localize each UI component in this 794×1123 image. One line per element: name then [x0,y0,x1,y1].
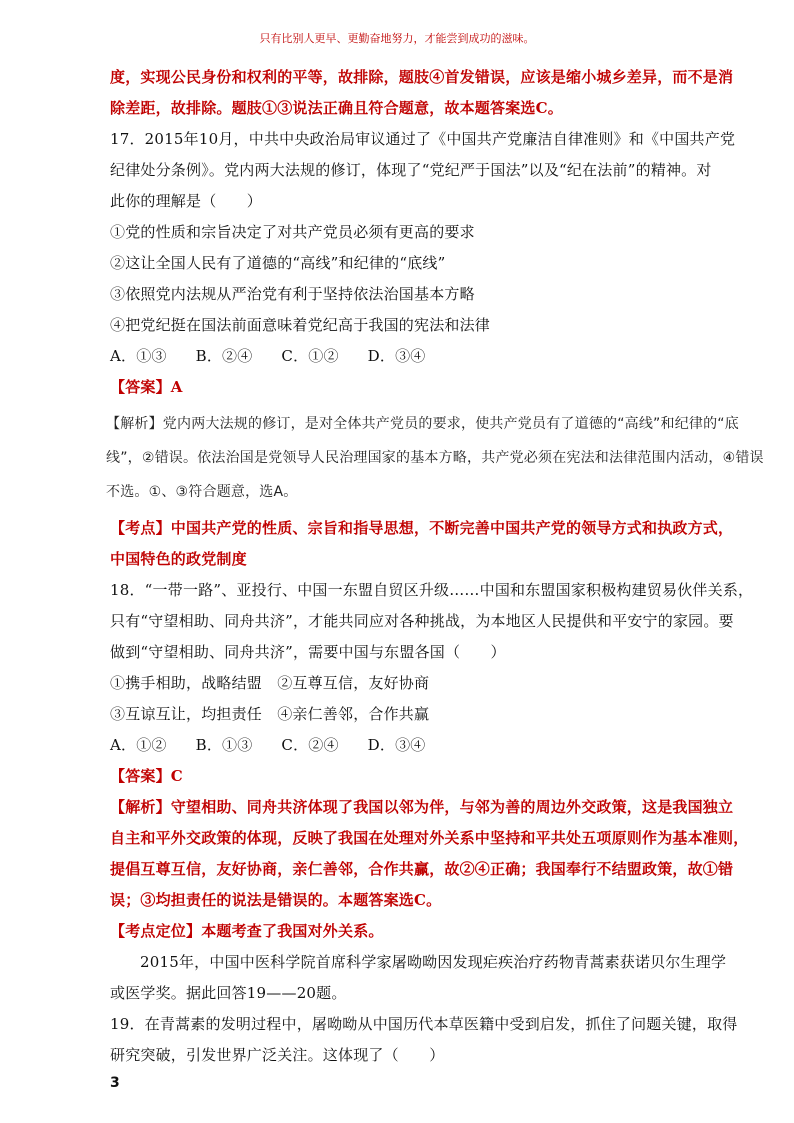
q18-analysis-line-2: 自主和平外交政策的体现，反映了我国在处理对外关系中坚持和平共处五项原则作为基本准则， [110,829,749,847]
q18-kaodian: 【考点定位】本题考查了我国对外关系。 [110,922,384,940]
q18-analysis-line-1: 【解析】守望相助、同舟共济体现了我国以邻为伴，与邻为善的周边外交政策，这是我国独立 [110,798,734,816]
q18-stem-line-3: 做到“守望相助、同舟共济”，需要中国与东盟各国（ ） [110,643,506,661]
q19-stem-line-2: 研究突破，引发世界广泛关注。这体现了（ ） [110,1046,445,1064]
q18-option-a: A．①② [110,736,167,754]
q17-option-c: C．①② [281,347,339,365]
q17-kaodian-line-2: 中国特色的政党制度 [110,550,247,568]
q17-option-b: B．②④ [195,347,253,365]
q17-item-4: ④把党纪挺在国法前面意味着党纪高于我国的宪法和法律 [110,316,491,334]
q17-stem-line-1: 17．2015年10月，中共中央政治局审议通过了《中国共产党廉洁自律准则》和《中国共产党 [110,130,736,148]
q17-options [110,341,710,372]
q18-answer: 【答案】C [110,767,183,785]
q18-option-c: C．②④ [281,736,339,754]
q18-stem-line-2: 只有“守望相助、同舟共济”，才能共同应对各种挑战，为本地区人民提供和平安宁的家园。要 [110,612,734,630]
q18-option-d: D．③④ [367,736,426,754]
q16-analysis-tail-line-2: 除差距，故排除。题肢①③说法正确且符合题意，故本题答案选C。 [110,99,563,117]
q17-stem-line-2: 纪律处分条例》。党内两大法规的修订，体现了“党纪严于国法”以及“纪在法前”的精神。对 [110,161,712,179]
q17-option-a: A．①③ [110,347,167,365]
q18-items-line-2: ③互谅互让，均担责任 ④亲仁善邻，合作共赢 [110,705,430,723]
intro-19-20-line-1: 2015年，中国中医科学院首席科学家屠呦呦因发现疟疾治疗药物青蒿素获诺贝尔生理学 [140,953,727,971]
q18-analysis-line-3: 提倡互尊互信，友好协商，亲仁善邻，合作共赢，故②④正确；我国奉行不结盟政策，故①错 [110,860,734,878]
q18-option-b: B．①③ [195,736,253,754]
page-header-motto: 只有比别人更早、更勤奋地努力，才能尝到成功的滋味。 [259,32,535,45]
q17-option-d: D．③④ [367,347,426,365]
page-number: 3 [110,1075,120,1091]
q17-answer: 【答案】A [110,378,183,396]
q17-analysis-line-1: 【解析】党内两大法规的修订，是对全体共产党员的要求，使共产党员有了道德的“高线”和纪律的“底 [106,416,739,432]
q17-stem-line-3: 此你的理解是（ ） [110,192,263,210]
q17-kaodian-line-1: 【考点】中国共产党的性质、宗旨和指导思想，不断完善中国共产党的领导方式和执政方式， [110,519,734,537]
intro-19-20-line-2: 或医学奖。据此回答19——20题。 [110,984,347,1002]
q17-item-1: ①党的性质和宗旨决定了对共产党员必须有更高的要求 [110,223,475,241]
q17-analysis-box [106,407,764,509]
q17-analysis-line-2: 线”，②错误。依法治国是党领导人民治理国家的基本方略，共产党必须在宪法和法律范围内活动，④错误 [106,450,764,466]
q16-analysis-tail-line-1: 度，实现公民身份和权利的平等，故排除，题肢④首发错误，应该是缩小城乡差异，而不是消 [110,68,734,86]
q17-analysis-line-3: 不选。①、③符合题意，选A。 [106,484,298,500]
q18-options [110,730,710,761]
q17-item-2: ②这让全国人民有了道德的“高线”和纪律的“底线” [110,254,446,272]
q19-stem-line-1: 19．在青蒿素的发明过程中，屠呦呦从中国历代本草医籍中受到启发，抓住了问题关键，取得 [110,1015,738,1033]
q17-item-3: ③依照党内法规从严治党有利于坚持依法治国基本方略 [110,285,475,303]
q18-items-line-1: ①携手相助，战略结盟 ②互尊互信，友好协商 [110,674,430,692]
q18-stem-line-1: 18．“一带一路”、亚投行、中国一东盟自贸区升级……中国和东盟国家积极构建贸易伙伴关系， [110,581,754,599]
q18-analysis-line-4: 误；③均担责任的说法是错误的。本题答案选C。 [110,891,442,909]
document-body [106,62,764,1071]
